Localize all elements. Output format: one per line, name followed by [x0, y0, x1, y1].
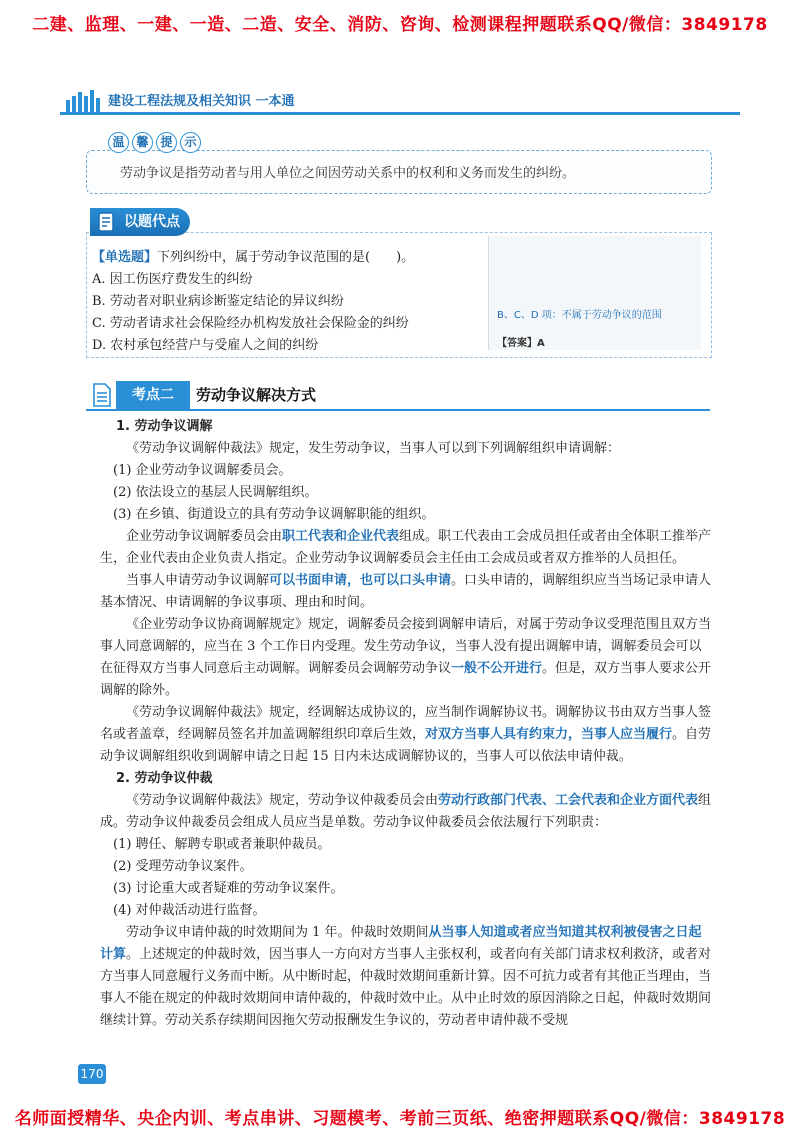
paragraph [100, 702, 712, 768]
tip-tag-char: 温 [108, 132, 129, 153]
list-item: (1) 企业劳动争议调解委员会。 [113, 463, 292, 478]
question-text: 下列纠纷中，属于劳动争议范围的是( )。 [157, 250, 415, 265]
building-bars-icon [66, 90, 100, 112]
list-item: (2) 受理劳动争议案件。 [113, 859, 253, 874]
tip-tag-char: 示 [180, 132, 201, 153]
list-item: (3) 在乡镇、街道设立的具有劳动争议调解职能的组织。 [113, 507, 435, 522]
text-run: 。口头申请的，调解组织应当当场记录申请人基本情况、申请调解的争议事项、理由和时间。 [100, 573, 712, 610]
answer-panel [488, 236, 701, 350]
book-title: 建设工程法规及相关知识 一本通 [108, 94, 295, 109]
tip-text: 劳动争议是指劳动者与用人单位之间因劳动关系中的权利和义务而发生的纠纷。 [120, 166, 576, 181]
answer-explanation: B、C、D 项：不属于劳动争议的范围 [497, 310, 662, 321]
top-ad-banner: 二建、监理、一建、一造、二造、安全、消防、咨询、检测课程押题联系QQ/微信：3849178 [32, 15, 768, 35]
paragraph: 《劳动争议调解仲裁法》规定，发生劳动争议，当事人可以到下列调解组织申请调解： [126, 441, 621, 456]
paragraph [100, 570, 712, 614]
option-d: D. 农村承包经营户与受雇人之间的纠纷 [92, 338, 319, 353]
highlight: 职工代表和企业代表 [282, 529, 400, 544]
section-point-label: 考点二 [116, 381, 190, 409]
question-kind: 【单选题】 [92, 250, 158, 265]
list-item: (4) 对仲裁活动进行监督。 [113, 903, 266, 918]
paragraph [100, 922, 712, 1032]
text-run: 当事人申请劳动争议调解 [126, 573, 270, 588]
list-item: (2) 依法设立的基层人民调解组织。 [113, 485, 318, 500]
option-c: C. 劳动者请求社会保险经办机构发放社会保险金的纠纷 [92, 316, 409, 331]
highlight: 劳动行政部门代表、工会代表和企业方面代表 [438, 793, 699, 808]
paragraph [100, 790, 712, 834]
text-run: 《劳动争议调解仲裁法》规定，经调解达成协议的，应当制作调解协议书。调解协议书由双方当事人签名或者盖章，经调解员签名并加盖调解组织印章后生效， [100, 705, 712, 742]
tip-tag-char: 提 [156, 132, 177, 153]
page-header [60, 86, 740, 115]
section-header [86, 381, 710, 411]
text-run: 组成。劳动争议仲裁委员会组成人员应当是单数。劳动争议仲裁委员会依法履行下列职责： [100, 793, 712, 830]
highlight: 一般不公开进行 [451, 661, 543, 676]
text-run: 《劳动争议调解仲裁法》规定，劳动争议仲裁委员会由 [126, 793, 439, 808]
text-run: 。自劳动争议调解组织收到调解申请之日起 15 日内未达成调解协议的，当事人可以依法申请仲裁。 [100, 727, 712, 764]
paragraph [100, 614, 712, 702]
subheading-arbitration: 2. 劳动争议仲裁 [116, 771, 213, 786]
highlight: 对双方当事人具有约束力，当事人应当履行 [425, 727, 673, 742]
text-run: 《企业劳动争议协商调解规定》规定，调解委员会接到调解申请后，对属于劳动争议受理范围且双方当事人同意调解的，应当在 3 个工作日内受理。发生劳动争议，当事人没有提出调解申请，调解委员会可以在征得双方当事人同意后主动调解。调解委员会调解劳动争议 [100, 617, 712, 676]
document-icon [92, 383, 112, 407]
option-b: B. 劳动者对职业病诊断鉴定结论的异议纠纷 [92, 294, 344, 309]
example-tag-label: 以题代点 [124, 214, 180, 230]
notebook-icon [96, 211, 118, 233]
tip-tag [108, 132, 201, 153]
text-run: 。但是，双方当事人要求公开调解的除外。 [100, 661, 712, 698]
page-number: 170 [78, 1064, 106, 1084]
body-text [100, 416, 712, 1032]
option-a: A. 因工伤医疗费发生的纠纷 [92, 272, 253, 287]
text-run: 企业劳动争议调解委员会由 [126, 529, 283, 544]
answer-value: 【答案】A [497, 338, 545, 349]
question-block [92, 247, 414, 357]
text-run: 劳动争议申请仲裁的时效期间为 1 年。仲裁时效期间 [126, 925, 429, 940]
subheading-mediation: 1. 劳动争议调解 [116, 419, 213, 434]
bottom-ad-banner: 名师面授精华、央企内训、考点串讲、习题模考、考前三页纸、绝密押题联系QQ/微信：3849178 [14, 1109, 786, 1129]
paragraph [100, 526, 712, 570]
text-run: 组成。职工代表由工会成员担任或者由全体职工推举产生，企业代表由企业负责人指定。企业劳动争议调解委员会主任由工会成员或者双方推举的人员担任。 [100, 529, 712, 566]
tip-tag-char: 馨 [132, 132, 153, 153]
highlight: 从当事人知道或者应当知道其权利被侵害之日起计算 [100, 925, 702, 962]
section-title: 劳动争议解决方式 [196, 386, 317, 404]
question-stem [92, 247, 414, 269]
example-tag [90, 208, 190, 236]
list-item: (3) 讨论重大或者疑难的劳动争议案件。 [113, 881, 344, 896]
list-item: (1) 聘任、解聘专职或者兼职仲裁员。 [113, 837, 331, 852]
highlight: 可以书面申请，也可以口头申请 [269, 573, 452, 588]
text-run: 。上述规定的仲裁时效，因当事人一方向对方当事人主张权利，或者向有关部门请求权利救济，或者对方当事人同意履行义务而中断。从中断时起，仲裁时效期间重新计算。因不可抗力或者有其他正当理由，当事人不能在规定的仲裁时效期间申请仲裁的，仲裁时效中止。从中止时效的原因消除之日起，仲裁时效期间继续计算。劳动关系存续期间因拖欠劳动报酬发生争议的，劳动者申请仲裁不受规 [100, 947, 712, 1028]
